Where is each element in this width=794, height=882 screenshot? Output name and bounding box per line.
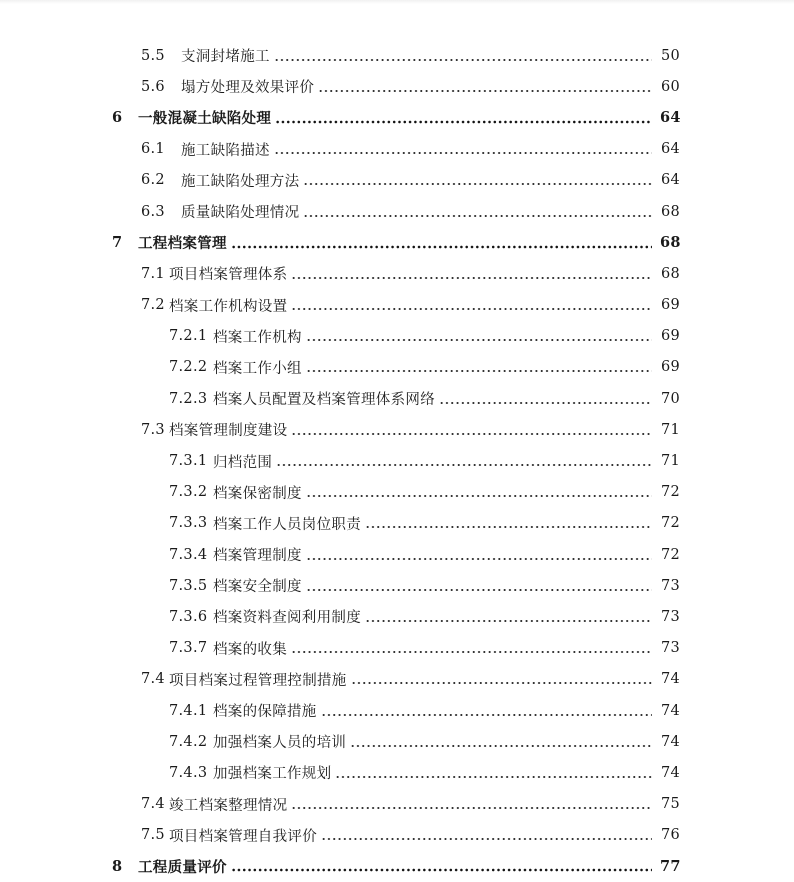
toc-entry[interactable] [0, 508, 794, 539]
toc-entry[interactable] [0, 445, 794, 476]
toc-entry-title: 档案工作小组 [213, 360, 302, 377]
toc-entry-title: 竣工档案整理情况 [169, 797, 288, 814]
toc-entry-page-number: 72 [660, 515, 680, 532]
toc-entry-number: 7.3.1 [169, 453, 208, 470]
toc-entry-number: 5.5 [141, 47, 165, 64]
toc-entry-number: 6 [112, 109, 123, 127]
toc-entry-title: 档案管理制度建设 [169, 423, 288, 440]
toc-entry-number: 7.2.1 [169, 328, 208, 345]
toc-entry-page-number: 73 [660, 640, 680, 657]
toc-entry-number: 6.3 [141, 203, 165, 220]
toc-entry-number: 7.3.4 [169, 546, 208, 563]
toc-entry-title: 施工缺陷处理方法 [181, 173, 300, 190]
toc-dot-leader [275, 111, 652, 125]
toc-entry-number: 8 [112, 857, 123, 875]
toc-entry-title: 档案工作机构设置 [169, 298, 288, 315]
toc-entry[interactable] [0, 726, 794, 757]
toc-entry[interactable] [0, 789, 794, 820]
toc-dot-leader [321, 828, 652, 842]
toc-entry[interactable] [0, 352, 794, 383]
toc-entry[interactable] [0, 539, 794, 570]
toc-entry-title: 一般混凝土缺陷处理 [138, 110, 272, 128]
toc-entry-number: 7.2.2 [169, 359, 208, 376]
toc-entry-title: 档案人员配置及档案管理体系网络 [213, 392, 435, 409]
toc-entry[interactable] [0, 134, 794, 165]
toc-entry[interactable] [0, 664, 794, 695]
toc-dot-leader [276, 454, 652, 468]
toc-entry-title: 档案资料查阅利用制度 [213, 610, 361, 627]
toc-entry[interactable] [0, 40, 794, 71]
toc-entry-page-number: 60 [660, 78, 680, 95]
toc-entry-page-number: 69 [660, 328, 680, 345]
table-of-contents [0, 40, 794, 882]
toc-entry-title: 项目档案过程管理控制措施 [169, 672, 347, 689]
toc-entry[interactable] [0, 102, 794, 133]
toc-entry-page-number: 50 [660, 47, 680, 64]
toc-entry-page-number: 71 [660, 421, 680, 438]
toc-entry-title: 加强档案人员的培训 [213, 735, 347, 752]
toc-entry-number: 7.4.1 [169, 702, 208, 719]
toc-entry-number: 7.3.6 [169, 608, 208, 625]
toc-entry-title: 档案管理制度 [213, 548, 302, 565]
toc-entry-number: 7.4 [141, 671, 165, 688]
toc-entry-page-number: 74 [660, 671, 680, 688]
toc-entry-title: 项目档案管理体系 [169, 267, 288, 284]
toc-entry[interactable] [0, 321, 794, 352]
toc-dot-leader [306, 579, 652, 593]
toc-entry[interactable] [0, 258, 794, 289]
toc-entry-title: 工程档案管理 [138, 235, 227, 253]
toc-dot-leader [439, 392, 652, 406]
toc-entry-title: 支洞封堵施工 [181, 49, 270, 66]
toc-dot-leader [274, 142, 652, 156]
page-top-edge [0, 0, 794, 4]
toc-entry-page-number: 64 [660, 141, 680, 158]
toc-entry-page-number: 72 [660, 546, 680, 563]
toc-dot-leader [291, 298, 652, 312]
toc-entry-page-number: 69 [660, 359, 680, 376]
toc-entry-page-number: 68 [660, 234, 681, 252]
toc-entry-number: 7.3.3 [169, 515, 208, 532]
toc-entry-page-number: 70 [660, 390, 680, 407]
toc-entry-page-number: 64 [660, 172, 680, 189]
toc-entry[interactable] [0, 290, 794, 321]
toc-entry-page-number: 74 [660, 702, 680, 719]
toc-entry-title: 质量缺陷处理情况 [181, 205, 300, 222]
toc-entry-page-number: 68 [660, 203, 680, 220]
toc-entry-number: 6.1 [141, 141, 165, 158]
toc-dot-leader [231, 859, 652, 873]
toc-entry-title: 档案的收集 [213, 641, 287, 658]
toc-entry-title: 施工缺陷描述 [181, 142, 270, 159]
toc-entry-number: 7.3.7 [169, 640, 208, 657]
toc-entry[interactable] [0, 633, 794, 664]
toc-entry-page-number: 68 [660, 265, 680, 282]
toc-entry[interactable] [0, 71, 794, 102]
toc-entry-number: 6.2 [141, 172, 165, 189]
toc-dot-leader [335, 766, 652, 780]
toc-dot-leader [306, 548, 652, 562]
toc-dot-leader [306, 485, 652, 499]
toc-entry-title: 归档范围 [213, 454, 273, 471]
toc-entry-number: 7.3 [141, 421, 165, 438]
toc-dot-leader [291, 267, 652, 281]
toc-entry-page-number: 75 [660, 796, 680, 813]
toc-entry[interactable] [0, 570, 794, 601]
toc-entry-number: 7.5 [141, 827, 165, 844]
toc-dot-leader [318, 80, 652, 94]
toc-entry-title: 档案保密制度 [213, 485, 302, 502]
toc-entry-title: 工程质量评价 [138, 858, 227, 876]
toc-dot-leader [291, 797, 652, 811]
toc-dot-leader [365, 610, 652, 624]
toc-entry[interactable] [0, 227, 794, 258]
toc-entry-title: 档案的保障措施 [213, 704, 317, 721]
toc-dot-leader [291, 423, 652, 437]
toc-dot-leader [291, 641, 652, 655]
toc-entry-title: 档案工作人员岗位职责 [213, 516, 361, 533]
toc-entry-number: 7.4.3 [169, 764, 208, 781]
toc-entry[interactable] [0, 383, 794, 414]
toc-entry-title: 档案工作机构 [213, 329, 302, 346]
toc-dot-leader [303, 205, 652, 219]
toc-entry-title: 加强档案工作规划 [213, 766, 332, 783]
toc-entry-number: 7.2.3 [169, 390, 208, 407]
toc-entry-page-number: 73 [660, 608, 680, 625]
toc-entry-number: 7.3.5 [169, 577, 208, 594]
toc-entry-title: 档案安全制度 [213, 579, 302, 596]
toc-entry[interactable] [0, 820, 794, 851]
toc-dot-leader [321, 704, 652, 718]
toc-entry-page-number: 77 [660, 857, 681, 875]
toc-entry-page-number: 74 [660, 764, 680, 781]
toc-entry-page-number: 71 [660, 453, 680, 470]
toc-entry[interactable] [0, 196, 794, 227]
toc-entry-number: 5.6 [141, 78, 165, 95]
toc-dot-leader [306, 360, 652, 374]
toc-entry-page-number: 64 [660, 109, 681, 127]
toc-entry[interactable] [0, 601, 794, 632]
toc-dot-leader [274, 49, 652, 63]
toc-entry[interactable] [0, 851, 794, 882]
toc-dot-leader [365, 516, 652, 530]
toc-entry-page-number: 74 [660, 733, 680, 750]
toc-dot-leader [306, 329, 652, 343]
toc-entry-page-number: 72 [660, 484, 680, 501]
toc-dot-leader [231, 236, 652, 250]
toc-entry-title: 项目档案管理自我评价 [169, 828, 317, 845]
toc-entry-number: 7.3.2 [169, 484, 208, 501]
toc-entry-number: 7.2 [141, 297, 165, 314]
toc-entry-page-number: 76 [660, 827, 680, 844]
toc-dot-leader [351, 672, 652, 686]
toc-entry-title: 塌方处理及效果评价 [181, 80, 315, 97]
toc-entry[interactable] [0, 414, 794, 445]
toc-entry-page-number: 73 [660, 577, 680, 594]
toc-dot-leader [350, 735, 652, 749]
toc-entry[interactable] [0, 165, 794, 196]
toc-entry-number: 7.1 [141, 265, 165, 282]
toc-entry-number: 7.4.2 [169, 733, 208, 750]
toc-dot-leader [303, 173, 652, 187]
toc-entry-number: 7.4 [141, 796, 165, 813]
toc-entry-number: 7 [112, 234, 123, 252]
toc-entry-page-number: 69 [660, 297, 680, 314]
toc-entry[interactable] [0, 695, 794, 726]
toc-entry[interactable] [0, 477, 794, 508]
toc-entry[interactable] [0, 757, 794, 788]
